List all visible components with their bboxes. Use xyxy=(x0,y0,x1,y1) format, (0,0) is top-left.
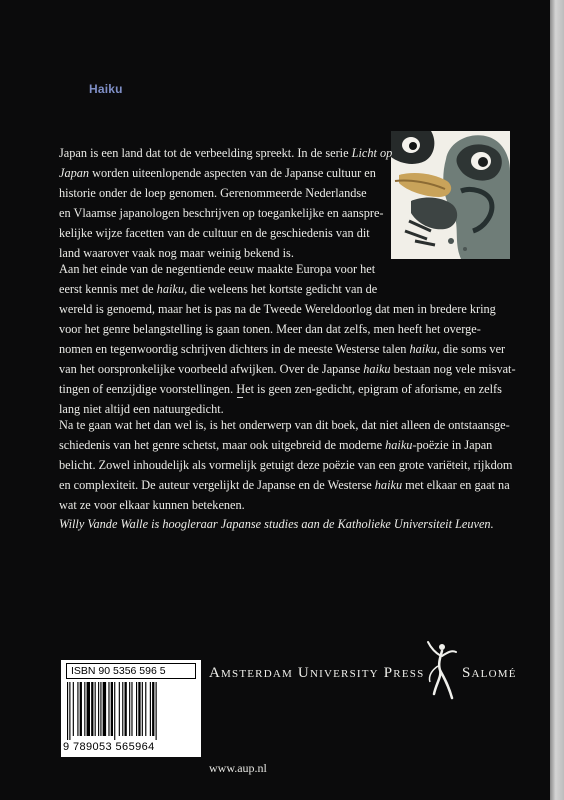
text-line: Japan is een land dat tot de verbeelding spreekt. In de serie Licht op xyxy=(59,146,393,160)
text-line: wereld is genoemd, maar het is pas na de Tweede Wereldoorlog dat men in bredere kring xyxy=(59,302,496,316)
page-edge xyxy=(550,0,564,800)
text-line: Aan het einde van de negentiende eeuw maakte Europa voor het xyxy=(59,262,376,276)
text-line: Japan worden uiteenlopende aspecten van de Japanse cultuur en xyxy=(59,166,376,180)
text-line: tingen of eenzijdige voorstellingen. Het is geen zen-gedicht, epigram of aforisme, en zelfs xyxy=(59,382,502,396)
subject-paragraph xyxy=(59,415,512,515)
ean-number: 9 789053 565964 xyxy=(63,741,155,753)
text-line: van het oorspronkelijke voorbeeld afwijken. Over de Japanse haiku bestaan nog vele misvat- xyxy=(59,362,516,376)
intro-paragraph xyxy=(59,143,392,263)
text-line: lang niet altijd een natuurgedicht. xyxy=(59,402,224,416)
history-paragraph xyxy=(59,259,516,419)
text-line: kelijke wijze facetten van de cultuur en de geschiedenis van dit xyxy=(59,226,370,240)
author-note: Willy Vande Walle is hoogleraar Japanse studies aan de Katholieke Universiteit Leuven. xyxy=(59,517,494,531)
text-line: eerst kennis met de haiku, die weleens het kortste gedicht van de xyxy=(59,282,378,296)
salome-dancer-logo-icon xyxy=(422,640,458,702)
publisher-url[interactable]: www.aup.nl xyxy=(209,761,267,775)
text-line: voor het genre belangstelling is gaan tonen. Meer dan dat zelfs, men heeft het overge- xyxy=(59,322,481,336)
barcode-panel xyxy=(61,660,201,757)
text-line: wat ze voor elkaar kunnen betekenen. xyxy=(59,498,245,512)
text-line: historie onder de loep genomen. Gerenommeerde Nederlandse xyxy=(59,186,367,200)
cover-illustration xyxy=(391,131,510,259)
text-line: schiedenis van het genre schetst, maar ook uitgebreid de moderne haiku-poëzie in Japan xyxy=(59,438,493,452)
publisher-name: Amsterdam University Press xyxy=(209,665,425,681)
book-title: Haiku xyxy=(89,82,123,96)
text-line: nomen en tegenwoordig schrijven dichters in de meeste Westerse talen haiku, die soms ver xyxy=(59,342,506,356)
imprint-name: Salomé xyxy=(462,665,517,681)
text-line: en Vlaamse japanologen beschrijven op toegankelijke en aanspre- xyxy=(59,206,384,220)
divider-mark xyxy=(237,397,243,398)
text-line: belicht. Zowel inhoudelijk als vormelijk getuigt deze poëzie van een grote variëteit, rijkdom xyxy=(59,458,513,472)
barcode-icon xyxy=(67,682,195,740)
text-line: en complexiteit. De auteur vergelijkt de Japanse en de Westerse haiku met elkaar en gaat na xyxy=(59,478,510,492)
frog-illustration-icon xyxy=(391,131,510,259)
isbn-label: ISBN 90 5356 596 5 xyxy=(66,663,196,679)
text-line: Na te gaan wat het dan wel is, is het onderwerp van dit boek, dat niet alleen de ontstaansge- xyxy=(59,418,510,432)
text-line: land waarover vaak nog maar weinig bekend is. xyxy=(59,246,294,260)
